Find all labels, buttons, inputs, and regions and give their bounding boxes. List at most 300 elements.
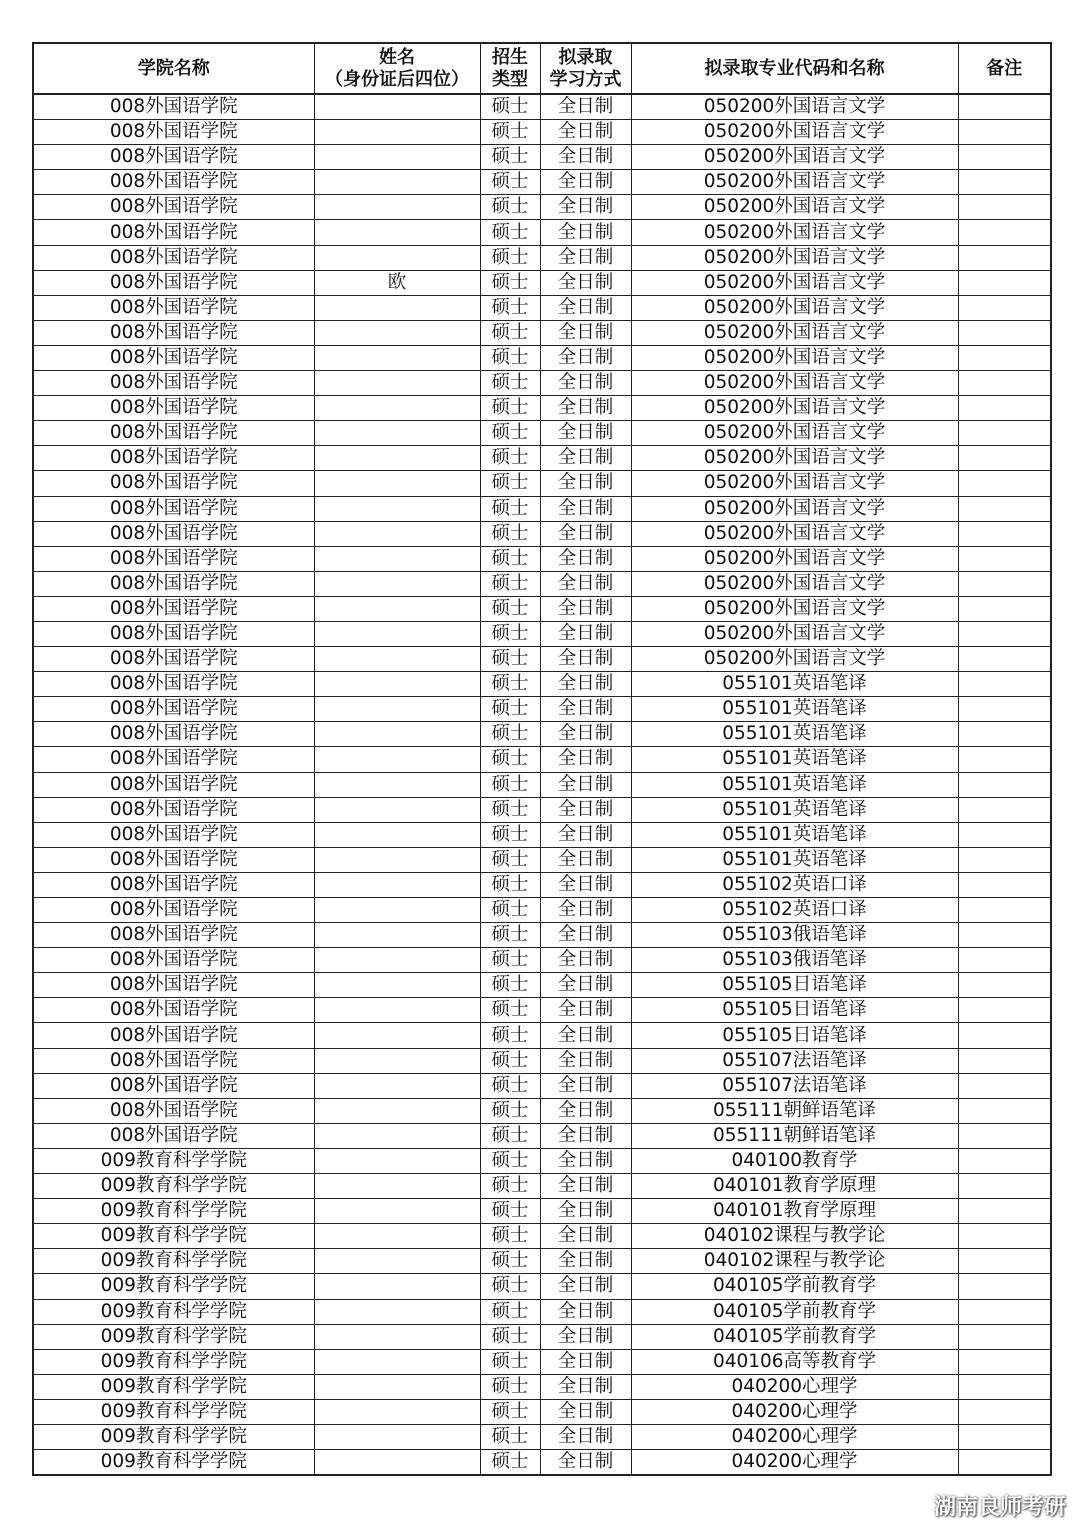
name-cell — [314, 94, 480, 120]
study-mode-cell: 全日制 — [540, 446, 631, 471]
study-mode-cell: 全日制 — [540, 94, 631, 120]
table-row — [33, 672, 1051, 697]
study-mode-cell: 全日制 — [540, 647, 631, 672]
major-cell: 055102英语口译 — [631, 898, 958, 923]
college-cell: 008外国语学院 — [33, 1073, 314, 1098]
enroll-type-cell: 硕士 — [480, 1048, 540, 1073]
table-row — [33, 1224, 1051, 1249]
enroll-type-cell: 硕士 — [480, 446, 540, 471]
header-major: 拟录取专业代码和名称 — [631, 43, 958, 94]
remarks-cell — [958, 220, 1051, 245]
major-cell: 050200外国语言文学 — [631, 320, 958, 345]
enroll-type-cell: 硕士 — [480, 1274, 540, 1299]
remarks-cell — [958, 245, 1051, 270]
name-cell — [314, 1148, 480, 1173]
major-cell: 055101英语笔译 — [631, 847, 958, 872]
table-row — [33, 195, 1051, 220]
name-cell — [314, 145, 480, 170]
table-row — [33, 295, 1051, 320]
study-mode-cell: 全日制 — [540, 1224, 631, 1249]
enroll-type-cell: 硕士 — [480, 195, 540, 220]
header-name: 姓名 （身份证后四位） — [314, 43, 480, 94]
name-cell — [314, 722, 480, 747]
study-mode-cell: 全日制 — [540, 722, 631, 747]
major-cell: 055101英语笔译 — [631, 797, 958, 822]
study-mode-cell: 全日制 — [540, 345, 631, 370]
table-row — [33, 1274, 1051, 1299]
remarks-cell — [958, 345, 1051, 370]
major-cell: 055102英语口译 — [631, 872, 958, 897]
remarks-cell — [958, 195, 1051, 220]
study-mode-cell: 全日制 — [540, 496, 631, 521]
study-mode-cell: 全日制 — [540, 571, 631, 596]
table-row — [33, 872, 1051, 897]
study-mode-cell: 全日制 — [540, 1399, 631, 1424]
study-mode-cell: 全日制 — [540, 546, 631, 571]
enroll-type-cell: 硕士 — [480, 1098, 540, 1123]
enroll-type-cell: 硕士 — [480, 345, 540, 370]
college-cell: 008外国语学院 — [33, 270, 314, 295]
study-mode-cell: 全日制 — [540, 1274, 631, 1299]
remarks-cell — [958, 998, 1051, 1023]
enroll-type-cell: 硕士 — [480, 1374, 540, 1399]
name-cell — [314, 1199, 480, 1224]
major-cell: 050200外国语言文学 — [631, 521, 958, 546]
college-cell: 009教育科学学院 — [33, 1299, 314, 1324]
remarks-cell — [958, 1399, 1051, 1424]
enroll-type-cell: 硕士 — [480, 898, 540, 923]
table-row — [33, 1048, 1051, 1073]
college-cell: 008外国语学院 — [33, 120, 314, 145]
study-mode-cell: 全日制 — [540, 847, 631, 872]
college-cell: 008外国语学院 — [33, 521, 314, 546]
table-row — [33, 270, 1051, 295]
study-mode-cell: 全日制 — [540, 998, 631, 1023]
enroll-type-cell: 硕士 — [480, 772, 540, 797]
study-mode-cell: 全日制 — [540, 245, 631, 270]
college-cell: 008外国语学院 — [33, 948, 314, 973]
remarks-cell — [958, 1199, 1051, 1224]
study-mode-cell: 全日制 — [540, 1349, 631, 1374]
enroll-type-cell: 硕士 — [480, 270, 540, 295]
study-mode-cell: 全日制 — [540, 521, 631, 546]
name-cell — [314, 973, 480, 998]
college-cell: 008外国语学院 — [33, 1023, 314, 1048]
name-cell — [314, 446, 480, 471]
name-cell — [314, 672, 480, 697]
college-cell: 008外国语学院 — [33, 998, 314, 1023]
college-cell: 008外国语学院 — [33, 245, 314, 270]
major-cell: 050200外国语言文学 — [631, 120, 958, 145]
major-cell: 055103俄语笔译 — [631, 948, 958, 973]
college-cell: 008外国语学院 — [33, 697, 314, 722]
enroll-type-cell: 硕士 — [480, 596, 540, 621]
major-cell: 055105日语笔译 — [631, 998, 958, 1023]
name-cell — [314, 546, 480, 571]
study-mode-cell: 全日制 — [540, 320, 631, 345]
remarks-cell — [958, 1174, 1051, 1199]
table-row — [33, 697, 1051, 722]
name-cell — [314, 647, 480, 672]
major-cell: 055101英语笔译 — [631, 697, 958, 722]
table-row — [33, 1299, 1051, 1324]
remarks-cell — [958, 722, 1051, 747]
name-cell — [314, 1349, 480, 1374]
table-row — [33, 1174, 1051, 1199]
table-row — [33, 496, 1051, 521]
name-cell — [314, 345, 480, 370]
enroll-type-cell: 硕士 — [480, 697, 540, 722]
enroll-type-cell: 硕士 — [480, 1349, 540, 1374]
enroll-type-cell: 硕士 — [480, 998, 540, 1023]
college-cell: 008外国语学院 — [33, 421, 314, 446]
college-cell: 008外国语学院 — [33, 722, 314, 747]
remarks-cell — [958, 1224, 1051, 1249]
college-cell: 008外国语学院 — [33, 1098, 314, 1123]
study-mode-cell: 全日制 — [540, 1098, 631, 1123]
name-cell — [314, 898, 480, 923]
remarks-cell — [958, 546, 1051, 571]
major-cell: 055111朝鲜语笔译 — [631, 1098, 958, 1123]
name-cell — [314, 320, 480, 345]
major-cell: 055101英语笔译 — [631, 772, 958, 797]
college-cell: 008外国语学院 — [33, 371, 314, 396]
enroll-type-cell: 硕士 — [480, 1450, 540, 1476]
study-mode-cell: 全日制 — [540, 697, 631, 722]
name-cell — [314, 1073, 480, 1098]
college-cell: 008外国语学院 — [33, 747, 314, 772]
enroll-type-cell: 硕士 — [480, 245, 540, 270]
name-cell — [314, 1450, 480, 1476]
table-row — [33, 1249, 1051, 1274]
remarks-cell — [958, 1048, 1051, 1073]
table-row — [33, 170, 1051, 195]
college-cell: 008外国语学院 — [33, 446, 314, 471]
college-cell: 008外国语学院 — [33, 571, 314, 596]
enroll-type-cell: 硕士 — [480, 923, 540, 948]
study-mode-cell: 全日制 — [540, 471, 631, 496]
remarks-cell — [958, 145, 1051, 170]
enroll-type-cell: 硕士 — [480, 1424, 540, 1449]
remarks-cell — [958, 1374, 1051, 1399]
name-cell — [314, 521, 480, 546]
major-cell: 050200外国语言文学 — [631, 546, 958, 571]
major-cell: 055101英语笔译 — [631, 822, 958, 847]
enroll-type-cell: 硕士 — [480, 1073, 540, 1098]
college-cell: 008外国语学院 — [33, 546, 314, 571]
table-row — [33, 998, 1051, 1023]
name-cell — [314, 1174, 480, 1199]
table-row — [33, 847, 1051, 872]
major-cell: 050200外国语言文学 — [631, 371, 958, 396]
major-cell: 050200外国语言文学 — [631, 421, 958, 446]
major-cell: 040105学前教育学 — [631, 1274, 958, 1299]
enroll-type-cell: 硕士 — [480, 120, 540, 145]
table-row — [33, 1450, 1051, 1476]
college-cell: 008外国语学院 — [33, 145, 314, 170]
remarks-cell — [958, 898, 1051, 923]
enroll-type-cell: 硕士 — [480, 847, 540, 872]
table-row — [33, 1148, 1051, 1173]
major-cell: 055107法语笔译 — [631, 1073, 958, 1098]
remarks-cell — [958, 446, 1051, 471]
header-college: 学院名称 — [33, 43, 314, 94]
college-cell: 008外国语学院 — [33, 973, 314, 998]
enroll-type-cell: 硕士 — [480, 1148, 540, 1173]
name-cell — [314, 797, 480, 822]
major-cell: 050200外国语言文学 — [631, 295, 958, 320]
study-mode-cell: 全日制 — [540, 1023, 631, 1048]
remarks-cell — [958, 270, 1051, 295]
college-cell: 009教育科学学院 — [33, 1174, 314, 1199]
table-row — [33, 1349, 1051, 1374]
name-cell — [314, 1098, 480, 1123]
remarks-cell — [958, 822, 1051, 847]
college-cell: 008外国语学院 — [33, 170, 314, 195]
college-cell: 008外国语学院 — [33, 471, 314, 496]
major-cell: 050200外国语言文学 — [631, 596, 958, 621]
name-cell — [314, 747, 480, 772]
enroll-type-cell: 硕士 — [480, 396, 540, 421]
major-cell: 050200外国语言文学 — [631, 571, 958, 596]
college-cell: 008外国语学院 — [33, 396, 314, 421]
remarks-cell — [958, 647, 1051, 672]
name-cell — [314, 1249, 480, 1274]
study-mode-cell: 全日制 — [540, 1073, 631, 1098]
study-mode-cell: 全日制 — [540, 923, 631, 948]
remarks-cell — [958, 94, 1051, 120]
remarks-cell — [958, 1098, 1051, 1123]
name-cell — [314, 220, 480, 245]
header-enroll-type: 招生 类型 — [480, 43, 540, 94]
table-row — [33, 772, 1051, 797]
college-cell: 008外国语学院 — [33, 621, 314, 646]
enroll-type-cell: 硕士 — [480, 797, 540, 822]
enroll-type-cell: 硕士 — [480, 1174, 540, 1199]
remarks-cell — [958, 697, 1051, 722]
name-cell — [314, 1023, 480, 1048]
major-cell: 050200外国语言文学 — [631, 345, 958, 370]
study-mode-cell: 全日制 — [540, 270, 631, 295]
major-cell: 050200外国语言文学 — [631, 145, 958, 170]
name-cell — [314, 1299, 480, 1324]
major-cell: 050200外国语言文学 — [631, 245, 958, 270]
enroll-type-cell: 硕士 — [480, 320, 540, 345]
name-cell — [314, 396, 480, 421]
remarks-cell — [958, 672, 1051, 697]
remarks-cell — [958, 496, 1051, 521]
study-mode-cell: 全日制 — [540, 948, 631, 973]
college-cell: 009教育科学学院 — [33, 1374, 314, 1399]
watermark: 湖南良师考研 — [933, 1495, 1066, 1520]
college-cell: 008外国语学院 — [33, 1123, 314, 1148]
college-cell: 008外国语学院 — [33, 94, 314, 120]
table-row — [33, 1399, 1051, 1424]
name-cell — [314, 1048, 480, 1073]
college-cell: 008外国语学院 — [33, 220, 314, 245]
study-mode-cell: 全日制 — [540, 1299, 631, 1324]
enroll-type-cell: 硕士 — [480, 973, 540, 998]
table-row — [33, 722, 1051, 747]
table-row — [33, 145, 1051, 170]
enroll-type-cell: 硕士 — [480, 421, 540, 446]
table-row — [33, 898, 1051, 923]
major-cell: 040102课程与教学论 — [631, 1249, 958, 1274]
college-cell: 008外国语学院 — [33, 1048, 314, 1073]
study-mode-cell: 全日制 — [540, 596, 631, 621]
name-cell — [314, 1374, 480, 1399]
study-mode-cell: 全日制 — [540, 421, 631, 446]
table-row — [33, 1199, 1051, 1224]
study-mode-cell: 全日制 — [540, 747, 631, 772]
enroll-type-cell: 硕士 — [480, 948, 540, 973]
major-cell: 050200外国语言文学 — [631, 220, 958, 245]
college-cell: 008外国语学院 — [33, 898, 314, 923]
study-mode-cell: 全日制 — [540, 898, 631, 923]
header-row — [33, 43, 1051, 94]
study-mode-cell: 全日制 — [540, 220, 631, 245]
college-cell: 009教育科学学院 — [33, 1249, 314, 1274]
enroll-type-cell: 硕士 — [480, 621, 540, 646]
remarks-cell — [958, 421, 1051, 446]
enroll-type-cell: 硕士 — [480, 145, 540, 170]
remarks-cell — [958, 1299, 1051, 1324]
remarks-cell — [958, 797, 1051, 822]
major-cell: 055101英语笔译 — [631, 672, 958, 697]
name-cell — [314, 295, 480, 320]
major-cell: 040200心理学 — [631, 1399, 958, 1424]
remarks-cell — [958, 847, 1051, 872]
major-cell: 055111朝鲜语笔译 — [631, 1123, 958, 1148]
name-cell — [314, 1324, 480, 1349]
enroll-type-cell: 硕士 — [480, 1224, 540, 1249]
study-mode-cell: 全日制 — [540, 797, 631, 822]
college-cell: 008外国语学院 — [33, 295, 314, 320]
name-cell — [314, 471, 480, 496]
major-cell: 050200外国语言文学 — [631, 170, 958, 195]
remarks-cell — [958, 872, 1051, 897]
name-cell — [314, 421, 480, 446]
remarks-cell — [958, 1249, 1051, 1274]
remarks-cell — [958, 371, 1051, 396]
college-cell: 008外国语学院 — [33, 596, 314, 621]
college-cell: 009教育科学学院 — [33, 1224, 314, 1249]
study-mode-cell: 全日制 — [540, 822, 631, 847]
major-cell: 040105学前教育学 — [631, 1299, 958, 1324]
remarks-cell — [958, 571, 1051, 596]
table-row — [33, 621, 1051, 646]
name-cell — [314, 120, 480, 145]
table-row — [33, 245, 1051, 270]
major-cell: 055101英语笔译 — [631, 747, 958, 772]
major-cell: 040200心理学 — [631, 1424, 958, 1449]
name-cell — [314, 1274, 480, 1299]
major-cell: 040200心理学 — [631, 1374, 958, 1399]
major-cell: 040105学前教育学 — [631, 1324, 958, 1349]
study-mode-cell: 全日制 — [540, 1249, 631, 1274]
remarks-cell — [958, 396, 1051, 421]
table-row — [33, 1098, 1051, 1123]
table-row — [33, 1073, 1051, 1098]
study-mode-cell: 全日制 — [540, 872, 631, 897]
study-mode-cell: 全日制 — [540, 1148, 631, 1173]
name-cell — [314, 621, 480, 646]
major-cell: 050200外国语言文学 — [631, 471, 958, 496]
study-mode-cell: 全日制 — [540, 371, 631, 396]
major-cell: 055105日语笔译 — [631, 1023, 958, 1048]
table-row — [33, 923, 1051, 948]
table-row — [33, 596, 1051, 621]
name-cell — [314, 571, 480, 596]
remarks-cell — [958, 170, 1051, 195]
study-mode-cell: 全日制 — [540, 1048, 631, 1073]
enroll-type-cell: 硕士 — [480, 521, 540, 546]
major-cell: 050200外国语言文学 — [631, 195, 958, 220]
enroll-type-cell: 硕士 — [480, 371, 540, 396]
name-cell — [314, 822, 480, 847]
name-cell — [314, 998, 480, 1023]
remarks-cell — [958, 1148, 1051, 1173]
name-cell — [314, 245, 480, 270]
college-cell: 009教育科学学院 — [33, 1199, 314, 1224]
name-cell — [314, 847, 480, 872]
name-cell — [314, 923, 480, 948]
enroll-type-cell: 硕士 — [480, 1023, 540, 1048]
college-cell: 008外国语学院 — [33, 496, 314, 521]
remarks-cell — [958, 1450, 1051, 1476]
college-cell: 008外国语学院 — [33, 772, 314, 797]
college-cell: 009教育科学学院 — [33, 1148, 314, 1173]
table-row — [33, 1123, 1051, 1148]
enroll-type-cell: 硕士 — [480, 1199, 540, 1224]
enroll-type-cell: 硕士 — [480, 1123, 540, 1148]
study-mode-cell: 全日制 — [540, 672, 631, 697]
college-cell: 009教育科学学院 — [33, 1424, 314, 1449]
study-mode-cell: 全日制 — [540, 195, 631, 220]
study-mode-cell: 全日制 — [540, 170, 631, 195]
header-study-mode: 拟录取 学习方式 — [540, 43, 631, 94]
major-cell: 055103俄语笔译 — [631, 923, 958, 948]
remarks-cell — [958, 596, 1051, 621]
remarks-cell — [958, 621, 1051, 646]
major-cell: 050200外国语言文学 — [631, 446, 958, 471]
study-mode-cell: 全日制 — [540, 772, 631, 797]
name-cell — [314, 872, 480, 897]
name-cell — [314, 1224, 480, 1249]
name-cell: 欧 — [314, 270, 480, 295]
table-row — [33, 120, 1051, 145]
table-row — [33, 471, 1051, 496]
enroll-type-cell: 硕士 — [480, 722, 540, 747]
enroll-type-cell: 硕士 — [480, 872, 540, 897]
table-row — [33, 94, 1051, 120]
remarks-cell — [958, 1424, 1051, 1449]
study-mode-cell: 全日制 — [540, 621, 631, 646]
major-cell: 055101英语笔译 — [631, 722, 958, 747]
name-cell — [314, 697, 480, 722]
major-cell: 050200外国语言文学 — [631, 621, 958, 646]
remarks-cell — [958, 320, 1051, 345]
name-cell — [314, 772, 480, 797]
enroll-type-cell: 硕士 — [480, 672, 540, 697]
college-cell: 008外国语学院 — [33, 345, 314, 370]
major-cell: 040102课程与教学论 — [631, 1224, 958, 1249]
remarks-cell — [958, 1324, 1051, 1349]
enroll-type-cell: 硕士 — [480, 471, 540, 496]
table-row — [33, 797, 1051, 822]
name-cell — [314, 1399, 480, 1424]
major-cell: 055107法语笔译 — [631, 1048, 958, 1073]
